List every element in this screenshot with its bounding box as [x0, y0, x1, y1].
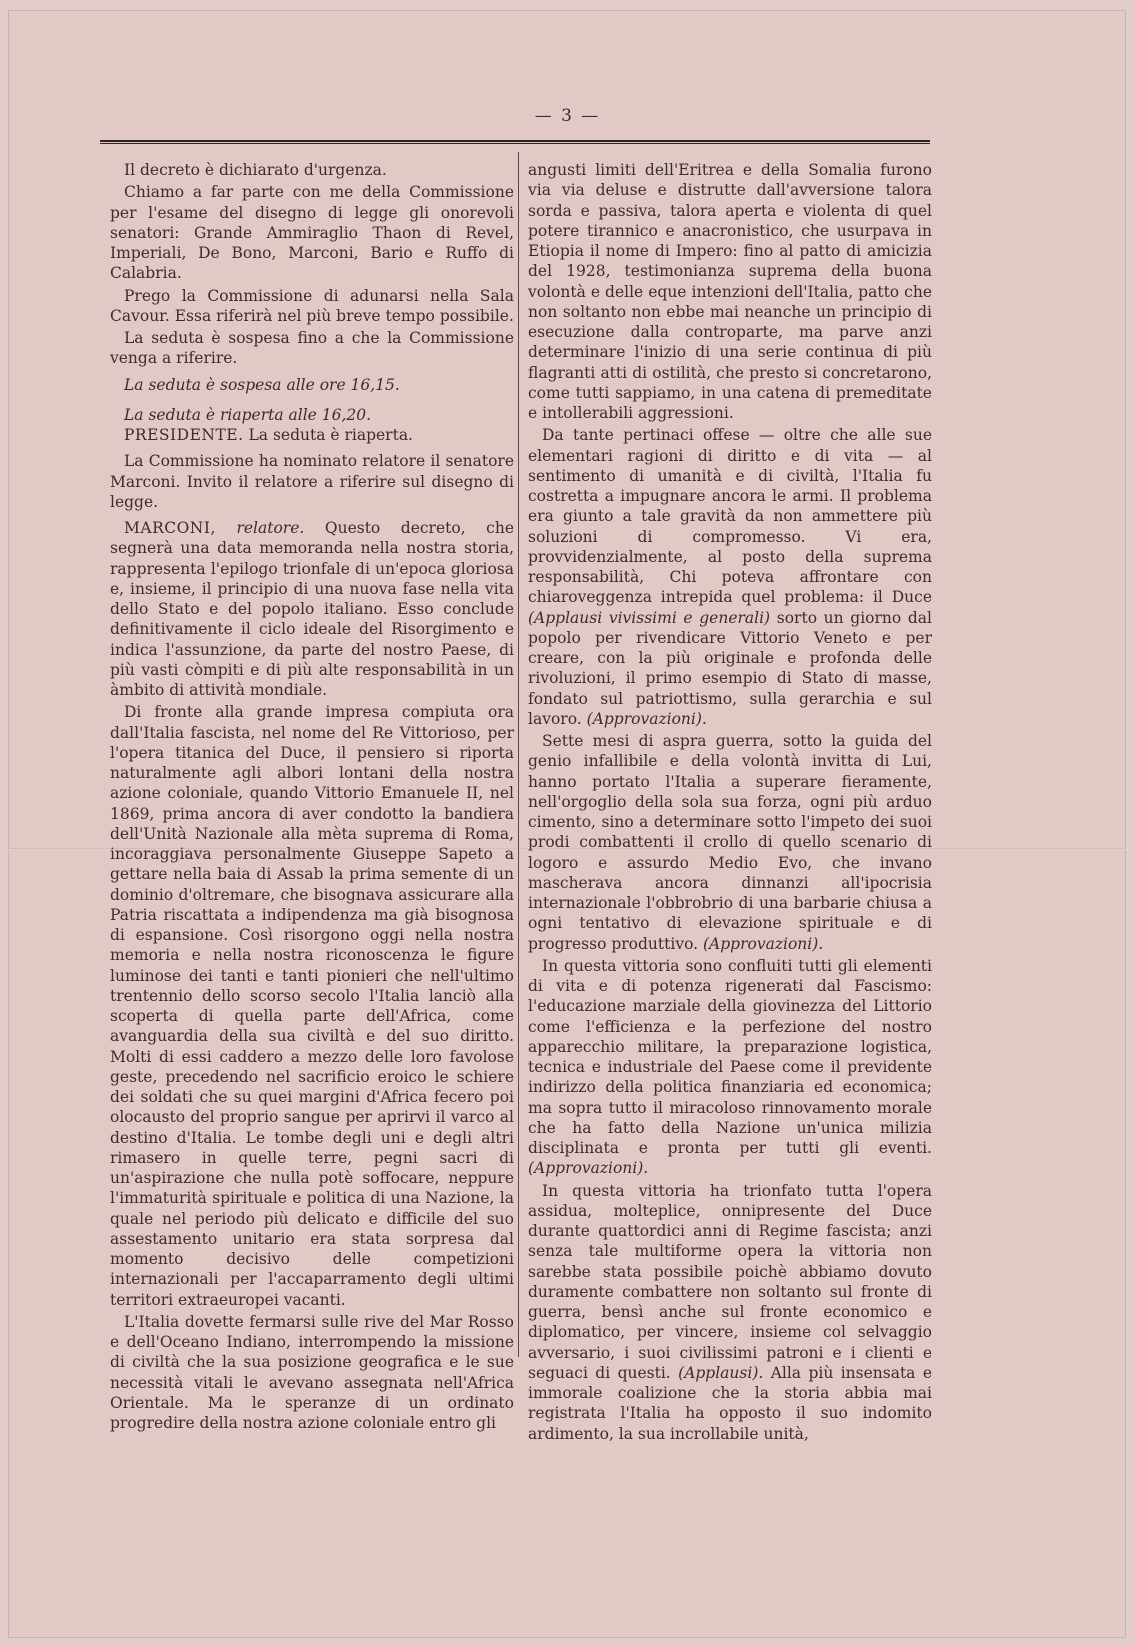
- paragraph: [528, 1181, 932, 1444]
- paragraph: angusti limiti dell'Eritrea e della Somalia furono via via deluse e distrutte dall'avversione talora sorda e passiva, talora aperta e violenta di quel potere tirannico e anacronistico, che usurpava in Etiopia il nome di Impero: fino al patto di amicizia del 1928, testimonianza suprema della buona volontà e delle eque intenzioni dell'Italia, patto che non soltanto non ebbe mai neanche un principio di esecuzione dalla controparte, ma parve anzi determinare l'inizio di una serie continua di più flagranti atti di ostilità, che presto si concretarono, come tutti sappiamo, in una catena di premeditate e intollerabili aggressioni.: [528, 161, 932, 422]
- speech-text: Alla più insensata e immorale coalizione che la storia abbia mai registrata l'Italia ha opposto il suo indomito ardimento, la sua incrollabile unità,: [528, 1363, 932, 1443]
- speech-text: In questa vittoria sono confluiti tutti gli elementi di vita e di potenza rigenerati dal Fascismo: l'educazione marziale della giovinezza del Littorio come l'efficienza e la perfezione del nostro apparecchio militare, la preparazione logistica, tecnica e industriale del Paese come il previdente indirizzo della politica finanziaria ed economica; ma sopra tutto il miracoloso rinnovamento morale che ha fatto della Nazione un'unica milizia disciplinata e pronta per tutti gli eventi.: [528, 956, 932, 1157]
- speech-text: sorto un giorno dal popolo per rivendicare Vittorio Veneto e per creare, con la più originale e profonda delle rivoluzioni, il primo esempio di Stato di masse, fondato sul patriottismo, sulla gerarchia e sul lavoro.: [528, 608, 932, 728]
- paragraph: Chiamo a far parte con me della Commissione per l'esame del disegno di legge gli onorevoli senatori: Grande Ammiraglio Thaon di Revel, Imperiali, De Bono, Marconi, Bario e Ruffo di Calabria.: [110, 183, 514, 283]
- paragraph: Prego la Commissione di adunarsi nella Sala Cavour. Essa riferirà nel più breve tempo possibile.: [110, 286, 514, 325]
- header-rule: [100, 140, 930, 144]
- applause-note: (Applausi vivissimi e generali): [528, 608, 771, 627]
- page-number: — 3 —: [534, 106, 601, 126]
- paragraph: L'Italia dovette fermarsi sulle rive del Mar Rosso e dell'Oceano Indiano, interrompendo la missione di civiltà che la sua posizione geografica e le sue necessità vitali le avevano assegnata nell'Africa Orientale. Ma le speranze di un ordinato progredire della nostra azione coloniale entro gli: [110, 1312, 514, 1432]
- speech-text: Sette mesi di aspra guerra, sotto la guida del genio infallibile e della volontà invitta di Lui, hanno portato l'Italia a superare fieramente, nell'orgoglio della sola sua forza, ogni più arduo cimento, sino a determinare sotto l'impeto dei suoi prodi combattenti il crollo di quello scenario di logoro e assurdo Medio Evo, che invano mascherava ancora dinnanzi all'ipocrisia internazionale l'obbrobrio di una barbarie chiusa a ogni tentativo di elevazione spirituale e di progresso produttivo.: [528, 732, 932, 953]
- paragraph: [110, 518, 514, 700]
- speech-text: Questo decreto, che segnerà una data memoranda nella nostra storia, rappresenta l'epilogo trionfale di un'epoca gloriosa e, insieme, il principio di una nuova fase nella vita dello Stato e del popolo italiano. Esso conclude definitivamente il ciclo ideale del Risorgimento e indica l'assunzione, da parte del nostro Paese, di più vasti còmpiti e di più alte responsabilità in un àmbito di attività mondiale.: [110, 519, 514, 699]
- session-note: La seduta è sospesa alle ore 16,15.: [124, 375, 400, 394]
- paragraph: [528, 425, 932, 729]
- speech-text: In questa vittoria ha trionfato tutta l'opera assidua, molteplice, onnipresente del Duce durante quattordici anni di Regime fascista; anzi senza tale multiforme opera la vittoria non sarebbe stata possibile poichè abbiamo dovuto duramente combattere non soltanto sul fronte di guerra, bensì anche sul fronte economico e diplomatico, per vincere, insieme col selvaggio avversario, i suoi civilissimi patroni e i clienti e seguaci di questi.: [528, 1181, 932, 1382]
- right-column: [528, 160, 932, 1446]
- paragraph: [110, 425, 514, 445]
- session-note: La seduta è riaperta alle 16,20.: [124, 405, 372, 424]
- approval-note: (Approvazioni).: [703, 934, 824, 953]
- column-divider: [518, 152, 519, 1357]
- speaker-role: relatore.: [236, 519, 305, 537]
- paragraph: [528, 731, 932, 954]
- paragraph: Il decreto è dichiarato d'urgenza.: [124, 161, 387, 179]
- paragraph: La Commissione ha nominato relatore il senatore Marconi. Invito il relatore a riferire sul disegno di legge.: [110, 452, 514, 511]
- approval-note: (Approvazioni).: [586, 709, 707, 728]
- speaker-name: MARCONI,: [124, 519, 216, 537]
- speaker-name: PRESIDENTE.: [124, 426, 244, 444]
- speech-text: Da tante pertinaci offese — oltre che alle sue elementari ragioni di diritto e di vita — al sentimento di umanità e di civiltà, l'Italia fu costretta a impugnare ancora le armi. Il problema era giunto a tale gravità da non ammettere più soluzioni di compromesso. Vi era, provvidenzialmente, al posto della suprema responsabilità, Chi poteva affrontare con chiaroveggenza intrepida quel problema: il Duce: [528, 426, 932, 607]
- applause-note: (Applausi).: [678, 1363, 764, 1382]
- paragraph: [528, 956, 932, 1179]
- approval-note: (Approvazioni).: [528, 1159, 649, 1178]
- paragraph: Di fronte alla grande impresa compiuta ora dall'Italia fascista, nel nome del Re Vittorioso, per l'opera titanica del Duce, il pensiero si riporta naturalmente agli albori lontani della nostra azione coloniale, quando Vittorio Emanuele II, nel 1869, prima ancora di aver condotto la bandiera dell'Unità Nazionale alla mèta suprema di Roma, incoraggiava personalmente Giuseppe Sapeto a gettare nella baia di Assab la prima semente di un dominio d'oltremare, che bisognava assicurare alla Patria riscattata a indipendenza ma già bisognosa di espansione. Così risorgono oggi nella nostra memoria e nella nostra riconoscenza le figure luminose dei tanti e tanti pionieri che nell'ultimo trentennio dello scorso secolo l'Italia lanciò alla scoperta di quella parte dell'Africa, come avanguardia della sua civiltà e del suo diritto. Molti di essi caddero a mezzo delle loro favolose geste, precedendo nel sacrificio eroico le schiere dei soldati che su quei margini d'Africa fecero poi olocausto del proprio sangue per aprirvi il varco al destino d'Italia. Le tombe degli uni e degli altri rimasero in quelle terre, pegni sacri di un'aspirazione che nulla potè soffocare, neppure l'immaturità spirituale e politica di una Nazione, la quale nel periodo più delicato e difficile del suo assestamento unitario era stata sorpresa dal momento decisivo delle competizioni internazionali per l'accaparramento degli ultimi territori extraeuropei vacanti.: [110, 703, 514, 1309]
- paragraph: La seduta è sospesa fino a che la Commissione venga a riferire.: [110, 329, 514, 368]
- left-column: [110, 160, 514, 1435]
- speech-text: La seduta è riaperta.: [248, 426, 413, 444]
